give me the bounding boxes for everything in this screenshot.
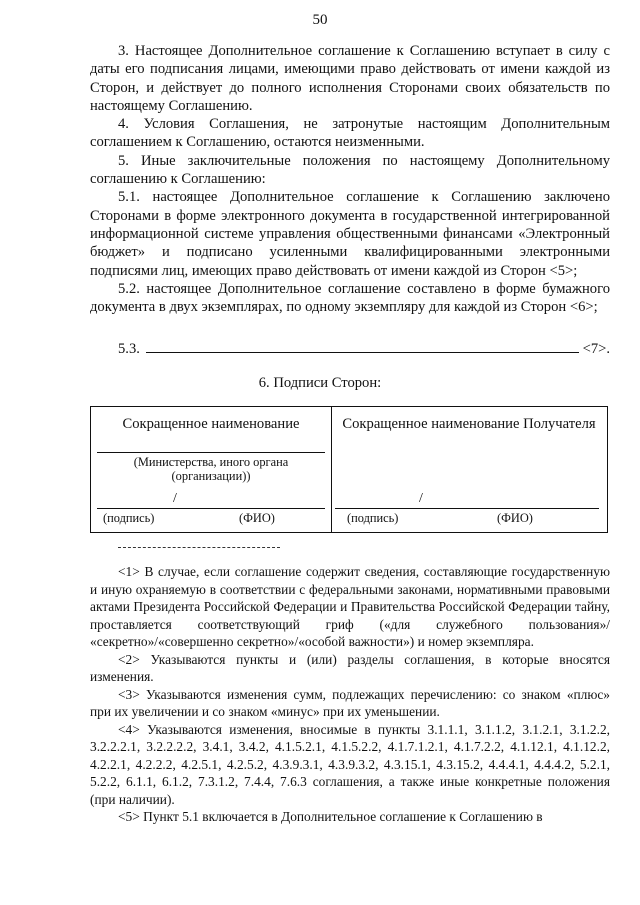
clause-5-3	[118, 341, 610, 358]
signatures-table	[90, 406, 608, 533]
right-signature-line	[335, 508, 599, 509]
main-clauses	[90, 42, 610, 316]
footnote-1: <1> В случае, если соглашение содержит сведения, составляющие государственную и иную охраняемую в соответствии с федеральными законами, нормативными правовыми актами Президента Российской Федерации и Правительства Российской Федерации тайну, проставляется соответствующий гриф («для служебного пользования»/ «секретно»/«совершенно секретно»/«особой важности») и номер экземпляра.	[90, 564, 610, 649]
left-heading: Сокращенное наименование	[122, 416, 300, 432]
right-label-name: (ФИО)	[497, 511, 533, 525]
footnote-2: <2> Указываются пункты и (или) разделы соглашения, в которые вносятся изменения.	[90, 651, 610, 684]
signature-block-left	[91, 407, 332, 532]
clause-5-2: 5.2. настоящее Дополнительное соглашение составлено в форме бумажного документа в двух экземплярах, по одному экземпляру для каждой из Сторон <6>;	[90, 280, 610, 316]
footnotes	[90, 563, 610, 826]
left-signature-line	[97, 508, 325, 509]
clause-3: 3. Настоящее Дополнительное соглашение к Соглашению вступает в силу с даты его подписания лицами, имеющими право действовать от имени каждой из Сторон, и действует до полного исполнения Сторонами своих обязательств по настоящему Соглашению.	[90, 43, 610, 114]
right-label-signature: (подпись)	[347, 511, 399, 525]
right-slash: /	[419, 491, 423, 506]
left-heading-line	[97, 452, 325, 453]
footnote-separator	[118, 547, 280, 548]
left-slash: /	[173, 491, 177, 506]
left-subheading: (Министерства, иного органа (организации))	[133, 455, 289, 483]
clause-5: 5. Иные заключительные положения по настоящему Дополнительному соглашению к Соглашению:	[90, 152, 610, 188]
clause-5-3-blank-line	[146, 351, 579, 353]
page-number: 50	[312, 12, 328, 28]
clause-5-3-number: 5.3.	[118, 341, 140, 357]
clause-5-3-footnote-ref: <7>.	[582, 341, 610, 357]
right-heading: Сокращенное наименование Получателя	[342, 416, 596, 432]
clause-4: 4. Условия Соглашения, не затронутые настоящим Дополнительным соглашением к Соглашению, остаются неизменными.	[90, 116, 610, 151]
left-label-signature: (подпись)	[103, 511, 155, 525]
footnote-5: <5> Пункт 5.1 включается в Дополнительное соглашение к Соглашению в	[118, 809, 543, 824]
clause-5-1: 5.1. настоящее Дополнительное соглашение к Соглашению заключено Сторонами в форме электронного документа в государственной интегрированной информационной системе управления общественными финансами «Электронный бюджет» и подписано усиленными квалифицированными электронными подписями лиц, имеющих право действовать от имени каждой из Сторон <5>;	[90, 189, 610, 279]
footnote-3: <3> Указываются изменения сумм, подлежащих перечислению: со знаком «плюс» при их увеличении и со знаком «минус» при их уменьшении.	[90, 686, 610, 719]
signature-block-right	[331, 407, 607, 532]
footnote-4: <4> Указываются изменения, вносимые в пункты 3.1.1.1, 3.1.1.2, 3.1.2.1, 3.1.2.2, 3.2.2.2.1, 3.2.2.2.2, 3.4.1, 3.4.2, 4.1.5.2.1, 4.1.5.2.2, 4.1.7.1.2.1, 4.1.7.2.2, 4.1.12.1, 4.1.12.2, 4.2.2.1, 4.2.2.2, 4.2.5.1, 4.2.5.2, 4.3.9.3.1, 4.3.9.3.2, 4.3.15.1, 4.3.15.2, 4.4.4.1, 4.4.4.2, 5.2.1, 5.2.2, 6.1.1, 6.1.2, 7.3.1.2, 7.4.4, 7.6.3 соглашения, а также иные конкретные положения (при наличии).	[90, 721, 610, 807]
section-6-title: 6. Подписи Сторон:	[258, 375, 382, 391]
left-label-name: (ФИО)	[239, 511, 275, 525]
